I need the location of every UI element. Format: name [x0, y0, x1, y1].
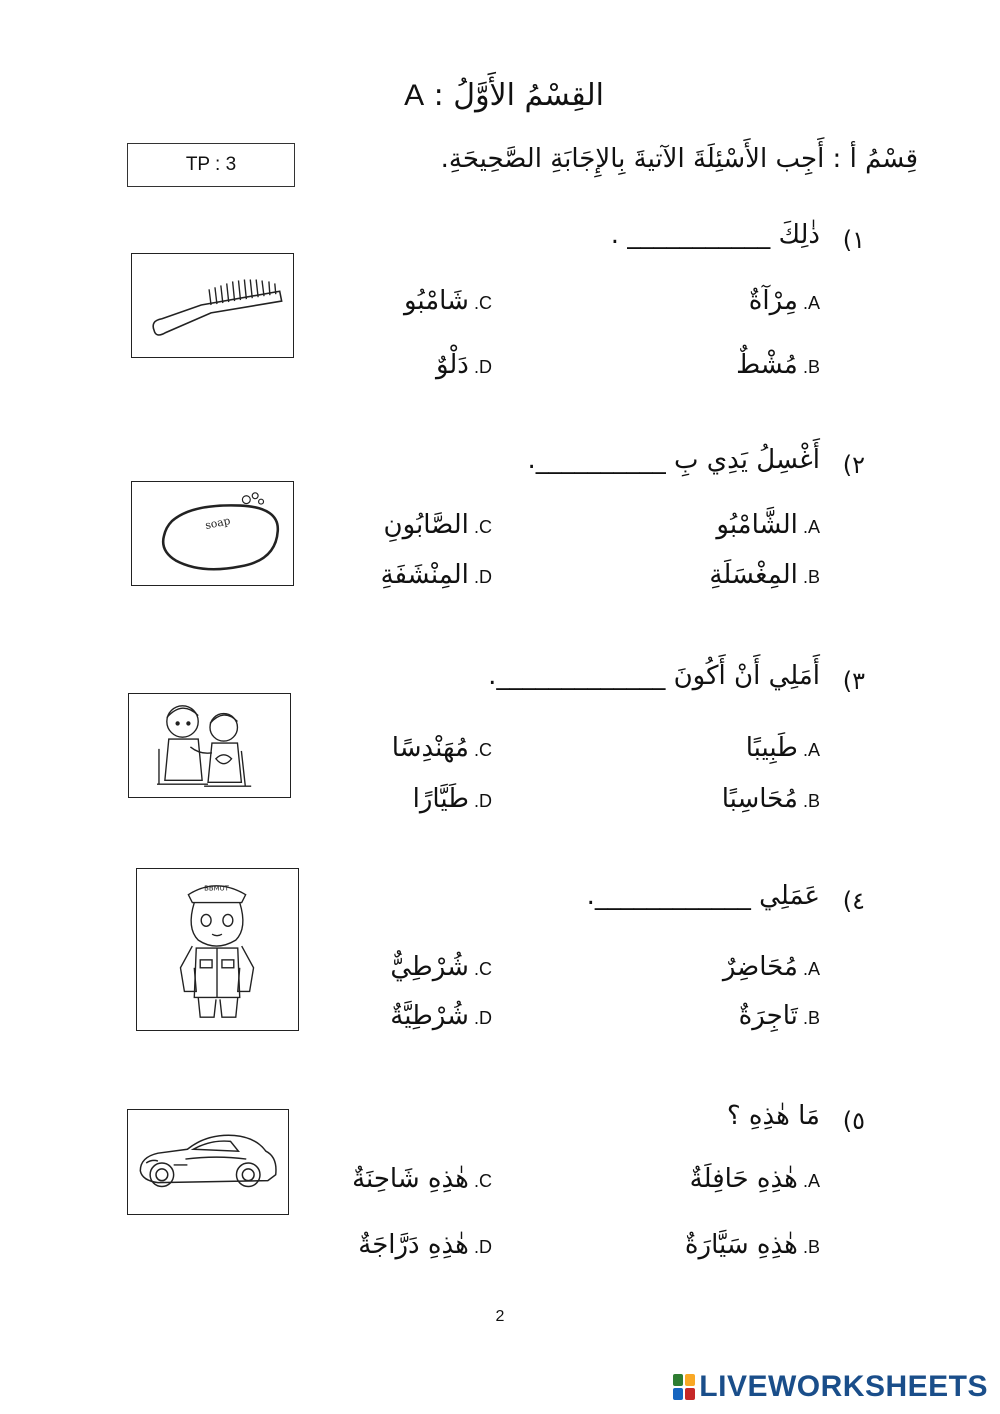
q3-option-b[interactable]: B. مُحَاسِبًا — [721, 784, 820, 814]
q3-option-a[interactable]: A. طَبِيبًا — [745, 733, 820, 763]
car-image — [127, 1109, 289, 1215]
doctor-icon — [129, 694, 290, 797]
q4-option-c[interactable]: C. شُرْطِيٌّ — [390, 952, 492, 982]
policewoman-icon — [137, 869, 298, 1030]
tp-box — [127, 143, 295, 187]
q4-option-a[interactable]: A. مُحَاضِرٌ — [722, 952, 820, 982]
q5-option-b[interactable]: B. هٰذِهِ سَيَّارَةٌ — [684, 1230, 820, 1260]
instruction: قِسْمُ أ : أَجِب الأَسْئِلَةَ الآتيةَ بِالإِجَابَةِ الصَّحِيحَةِ. — [440, 144, 918, 174]
soap-icon — [132, 482, 293, 585]
svg-text:BBMUT: BBMUT — [204, 884, 229, 893]
q4-option-d[interactable]: D. شُرْطِيَّةٌ — [390, 1001, 492, 1031]
question-3-text: أَمَلِي أَنْ أَكُونَ _____________. — [488, 661, 820, 691]
q1-option-d[interactable]: D. دَلْوٌ — [435, 350, 492, 380]
section-title — [0, 78, 1000, 113]
q2-option-b[interactable]: B. المِغْسَلَةِ — [709, 560, 820, 590]
q1-option-a[interactable]: A. مِرْآةٌ — [748, 286, 820, 316]
q2-option-c[interactable]: C. الصَّابُونِ — [383, 510, 492, 540]
q5-option-a[interactable]: A. هٰذِهِ حَافِلَةٌ — [689, 1164, 820, 1194]
question-1-number: ١) — [842, 226, 865, 254]
q5-option-c[interactable]: C. هٰذِهِ شَاحِنَةٌ — [352, 1164, 492, 1194]
q4-option-b[interactable]: B. تَاجِرَةٌ — [738, 1001, 820, 1031]
q3-option-c[interactable]: C. مُهَنْدِسًا — [391, 733, 492, 763]
doctor-image — [128, 693, 291, 798]
question-4-text: عَمَلِي ____________. — [586, 881, 820, 911]
comb-icon — [132, 254, 293, 357]
question-2-number: ٢) — [842, 451, 865, 479]
question-3-number: ٣) — [842, 667, 865, 695]
policewoman-image — [136, 868, 299, 1031]
page-number: 2 — [495, 1308, 505, 1325]
svg-text:soap: soap — [204, 514, 232, 533]
car-icon — [128, 1110, 288, 1214]
comb-image — [131, 253, 294, 358]
liveworksheets-logo-icon — [673, 1374, 695, 1400]
question-5-number: ٥) — [842, 1107, 865, 1135]
q3-option-d[interactable]: D. طَيَّارًا — [412, 784, 492, 814]
section-title-text: القِسْمُ الأَوَّلُ : — [433, 78, 604, 113]
q5-option-d[interactable]: D. هٰذِهِ دَرَّاجَةٌ — [358, 1230, 492, 1260]
question-5-text: مَا هٰذِهِ ؟ — [726, 1101, 820, 1131]
question-2-text: أَغْسِلُ يَدِي بِ __________. — [527, 445, 820, 475]
q2-option-a[interactable]: A. الشَّامْبُو — [716, 510, 820, 540]
question-4-number: ٤) — [842, 887, 865, 915]
soap-image — [131, 481, 294, 586]
q1-option-c[interactable]: C. شَامْبُو — [403, 286, 492, 316]
liveworksheets-brand[interactable] — [673, 1370, 988, 1404]
section-letter: A — [404, 79, 425, 112]
brand-text: LIVEWORKSHEETS — [699, 1370, 988, 1403]
q1-option-b[interactable]: B. مُشْطٌ — [736, 350, 820, 380]
question-1-text: ذٰلِكَ ___________ . — [610, 220, 820, 250]
tp-label: TP : 3 — [185, 154, 237, 175]
q2-option-d[interactable]: D. المِنْشَفَةِ — [380, 560, 492, 590]
